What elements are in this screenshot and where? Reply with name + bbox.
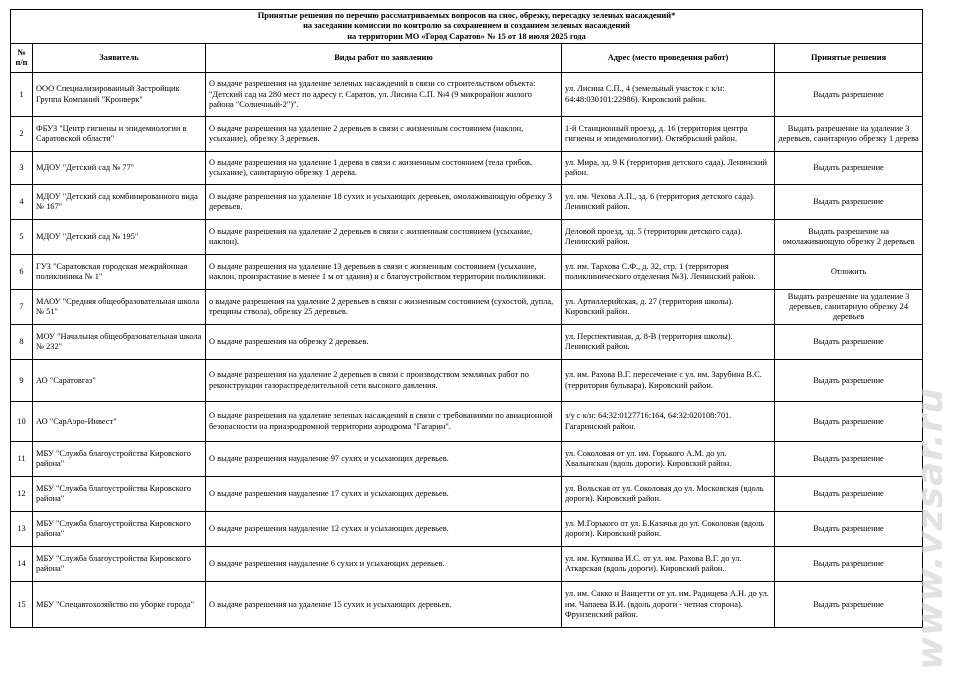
header-applicant: Заявитель [33,44,206,73]
row-number: 6 [11,255,33,290]
row-address: ул. Соколовая от ул. им. Горького А.М. до ул. Хвалынская (вдоль дороги). Кировский район. [562,442,775,477]
row-decision: Выдать разрешение [775,477,923,512]
row-applicant: ФБУЗ "Центр гигиены и эпидемиологии в Саратовской области" [33,117,206,152]
row-decision: Выдать разрешение [775,360,923,402]
table-row [11,220,923,255]
row-address: ул. М.Горького от ул. Б.Казачья до ул. Соколовая (вдоль дороги). Кировский район. [562,512,775,547]
row-decision: Выдать разрешение [775,582,923,628]
row-address: ул. Лисина С.П., 4 (земельный участок с к/н: 64:48:030101:22986). Кировский район. [562,73,775,117]
row-number: 1 [11,73,33,117]
row-applicant: ООО Специализированный Застройщик Группа Компаний "Кронверк" [33,73,206,117]
row-decision: Выдать разрешение на удаление 3 деревьев, санитарную обрезку 1 дерева [775,117,923,152]
title-row [11,10,923,44]
row-address: ул. им. Тархова С.Ф., д. 32, стр. 1 (территория поликлинического отделения №3). Ленинский район. [562,255,775,290]
row-applicant: МАОУ "Средняя общеобразовательная школа № 51" [33,290,206,325]
row-work-type: О выдаче разрешения наудаление 12 сухих и усыхающих деревьев. [206,512,562,547]
row-work-type: О выдаче разрешения на удаление 15 сухих и усыхающих деревьев. [206,582,562,628]
row-decision: Выдать разрешение [775,325,923,360]
site-watermark: www.vzsar.ru [910,387,951,670]
row-number: 4 [11,185,33,220]
row-applicant: ГУЗ "Саратовская городская межрайонная поликлиника № 1" [33,255,206,290]
header-decision: Принятые решения [775,44,923,73]
decisions-table [10,9,923,628]
title-line-1: Принятые решения по перечню рассматриваемых вопросов на снос, обрезку, пересадку зеленых насаждений* [257,11,676,20]
row-decision: Выдать разрешение [775,547,923,582]
table-row [11,255,923,290]
header-row [11,44,923,73]
row-address: з/у с к/н: 64:32:0127716:164, 64:32:020108:701. Гагаринский район. [562,402,775,442]
row-decision: Выдать разрешение [775,512,923,547]
row-applicant: МБУ "Спецавтохозяйство по уборке города" [33,582,206,628]
row-address: ул. им. Чехова А.П., зд. 6 (территория детского сада). Ленинский район. [562,185,775,220]
table-row [11,185,923,220]
row-number: 8 [11,325,33,360]
document-sheet [10,9,922,628]
row-applicant: МБУ "Служба благоустройства Кировского района" [33,442,206,477]
row-applicant: МОУ "Начальная общеобразовательная школа № 232" [33,325,206,360]
row-applicant: МДОУ "Детский сад № 195" [33,220,206,255]
row-work-type: О выдаче разрешения наудаление 17 сухих и усыхающих деревьев. [206,477,562,512]
row-applicant: МБУ "Служба благоустройства Кировского района" [33,547,206,582]
table-row [11,512,923,547]
row-address: ул. им. Рахова В.Г. пересечение с ул. им. Зарубина В.С. (территория бульвара). Кировский район. [562,360,775,402]
row-address: ул. Мира, зд. 9 К (территория детского сада). Ленинский район. [562,152,775,185]
row-decision: Выдать разрешение [775,185,923,220]
header-num [11,44,33,73]
row-work-type: О выдаче разрешения на удаление 1 дерева в связи с жизненным состоянием (тела грибов, усыхание), санитарную обрезку 1 дерева. [206,152,562,185]
row-number: 9 [11,360,33,402]
row-number: 12 [11,477,33,512]
table-row [11,402,923,442]
row-work-type: О выдаче разрешения наудаление 6 сухих и усыхающих деревьев. [206,547,562,582]
row-work-type: о выдаче разрешения на удаление 2 деревьев в связи с жизненным состоянием (сухостой, дупла, трещины ствола), обрезку 25 деревьев. [206,290,562,325]
table-row [11,73,923,117]
document-title [11,10,923,44]
table-row [11,442,923,477]
row-work-type: О выдаче разрешения на удаление 13 деревьев в связи с жизненным состоянием (усыхание, наклон, произрастание в менее 1 м от здания) и с благоустройством территории поликлиники. [206,255,562,290]
header-num-line1: № [17,47,26,57]
row-number: 13 [11,512,33,547]
row-decision: Выдать разрешение на омолаживающую обрезку 2 деревьев [775,220,923,255]
table-row [11,547,923,582]
row-decision: Выдать разрешение на удаление 3 деревьев, санитарную обрезку 24 деревьев [775,290,923,325]
row-work-type: О выдаче разрешения на удаление 2 деревьев в связи с жизненным состоянием (усыхание, наклон). [206,220,562,255]
row-address: ул. им. Сакко и Ванцетти от ул. им. Радищева А.Н. до ул. им. Чапаева В.И. (вдоль дороги - четная сторона). Фрунзенский район. [562,582,775,628]
row-address: ул. им. Кутякова И.С. от ул. им. Рахова В.Г. до ул. Аткарская (вдоль дороги). Кировский район. [562,547,775,582]
row-work-type: О выдаче разрешения на удаление 2 деревьев в связи с производством земляных работ по реконструкции газораспределительной сети высокого давления. [206,360,562,402]
row-address: 1-й Станционный проезд, д. 16 (территория центра гигиены и эпидемиологии). Октябрьский район. [562,117,775,152]
row-decision: Выдать разрешение [775,152,923,185]
row-decision: Выдать разрешение [775,442,923,477]
row-work-type: О выдаче разрешения на обрезку 2 деревьев. [206,325,562,360]
header-work: Виды работ по заявлению [206,44,562,73]
table-body [11,73,923,628]
row-address: Деловой проезд, зд. 5 (территория детского сада). Ленинский район. [562,220,775,255]
row-applicant: МБУ "Служба благоустройства Кировского района" [33,512,206,547]
header-num-line2: п/п [15,58,28,68]
row-number: 10 [11,402,33,442]
table-row [11,582,923,628]
title-line-3: на территории МО «Город Саратов» № 15 от 18 июля 2025 года [347,31,586,41]
table-row [11,117,923,152]
row-work-type: О выдаче разрешения на удаление 18 сухих и усыхающих деревьев, омолаживающую обрезку 3 деревьев. [206,185,562,220]
table-row [11,477,923,512]
row-work-type: О выдаче разрешения наудаление 97 сухих и усыхающих деревьев. [206,442,562,477]
table-row [11,152,923,185]
header-address: Адрес (место проведения работ) [562,44,775,73]
row-number: 7 [11,290,33,325]
row-work-type: О выдаче разрешения на удаление зеленых насаждений в связи с требованиями по авиационной безопасности на приаэродромной территории аэродрома "Гагарин". [206,402,562,442]
row-work-type: О выдаче разрешения на удаление зеленых насаждений в связи со строительством объекта: "Детский сад на 280 мест по адресу г. Саратов, ул. Лисина С.П. №4 (9 микрорайон жилого района "Солнечный-2")". [206,73,562,117]
row-decision: Выдать разрешение [775,402,923,442]
row-applicant: МДОУ "Детский сад № 77" [33,152,206,185]
row-work-type: О выдаче разрешения на удаление 2 деревьев в связи с жизненным состоянием (наклон, усыхание), обрезку 3 деревьев. [206,117,562,152]
row-applicant: АО "Саратовгаз" [33,360,206,402]
row-number: 14 [11,547,33,582]
table-row [11,290,923,325]
row-applicant: АО "СарАэро-Инвест" [33,402,206,442]
row-number: 2 [11,117,33,152]
row-number: 3 [11,152,33,185]
table-row [11,325,923,360]
row-applicant: МДОУ "Детский сад комбинированного вида № 167" [33,185,206,220]
title-line-2: на заседании комиссии по контролю за сохранением и созданием зеленых насаждений [303,21,630,31]
row-number: 15 [11,582,33,628]
row-address: ул. Артиллерийская, д. 27 (территория школы). Кировский район. [562,290,775,325]
row-applicant: МБУ "Служба благоустройства Кировского района" [33,477,206,512]
row-address: ул. Перспективная, д. 8-В (территория школы). Ленинский район. [562,325,775,360]
table-row [11,360,923,402]
row-number: 11 [11,442,33,477]
row-decision: Выдать разрешение [775,73,923,117]
row-address: ул. Вольская от ул. Соколовая до ул. Московская (вдоль дороги). Кировский район. [562,477,775,512]
row-number: 5 [11,220,33,255]
row-decision: Отложить [775,255,923,290]
